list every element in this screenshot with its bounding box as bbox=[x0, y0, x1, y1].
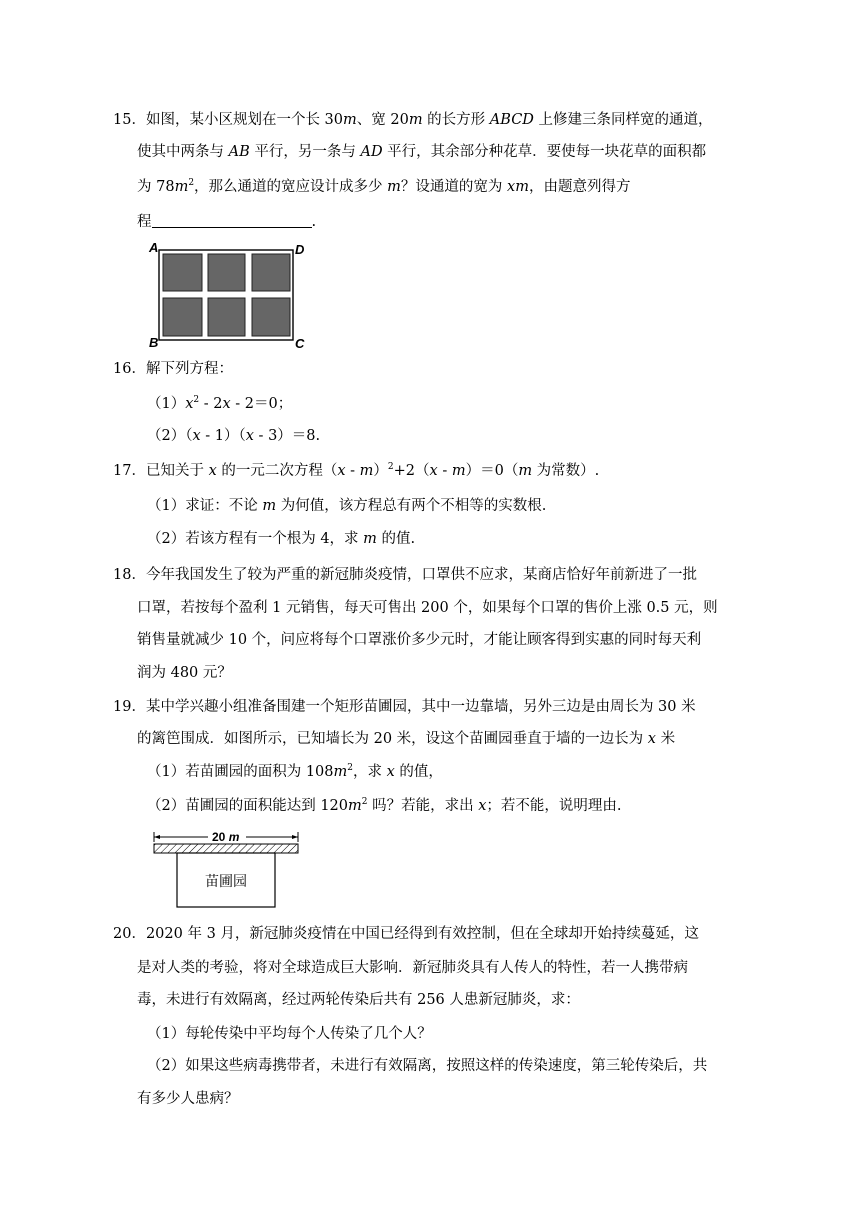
flowerbed bbox=[163, 298, 202, 336]
flowerbed bbox=[208, 254, 245, 291]
q17-number: 17． bbox=[113, 463, 146, 479]
answer-blank[interactable] bbox=[152, 213, 312, 228]
q20-part-2-cont: 有多少人患病？ bbox=[137, 1091, 239, 1107]
q15-rectangle-figure bbox=[147, 240, 307, 350]
q16-number: 16． bbox=[113, 361, 146, 377]
q19-line-2: 的篱笆围成．如图所示，已知墙长为 20 米，设这个苗圃园垂直于墙的一边长为 x 米 bbox=[137, 731, 676, 747]
label-C: C bbox=[295, 336, 305, 350]
wall bbox=[154, 844, 298, 853]
flowerbed bbox=[163, 254, 202, 291]
q20-line-1: 20．2020 年 3 月，新冠肺炎疫情在中国已经得到有效控制，但在全球却开始持续蔓延，这 bbox=[113, 926, 699, 942]
q17-line-1: 17．已知关于 x 的一元二次方程（x - m）$^2$+2（x - m）＝0（m 为常数）. bbox=[113, 462, 600, 479]
q15-line-1: 15．如图，某小区规划在一个长 30m、宽 20m 的长方形 ABCD 上修建三条同样宽的通道， bbox=[113, 112, 713, 128]
q15-line-3: 为 $78m^2$，那么通道的宽应设计成多少 m？设通道的宽为 xm，由题意列得方 bbox=[137, 178, 631, 195]
q18-line-3: 销售量就减少 10 个，问应将每个口罩涨价多少元时，才能让顾客得到实惠的同时每天利 bbox=[137, 632, 702, 648]
q15-line-4: 程 . bbox=[137, 214, 317, 230]
q16-part-2: （2）（x - 1）（x - 3）＝8. bbox=[147, 428, 321, 444]
q19-number: 19． bbox=[113, 699, 146, 715]
q16-title: 16．解下列方程： bbox=[113, 361, 233, 377]
label-B: B bbox=[149, 335, 159, 350]
flowerbed bbox=[252, 298, 290, 336]
q20-part-2: （2）如果这些病毒携带者，未进行有效隔离，按照这样的传染速度，第三轮传染后，共 bbox=[147, 1058, 708, 1074]
q18-line-4: 润为 480 元？ bbox=[137, 665, 232, 681]
q20-line-3: 毒，未进行有效隔离，经过两轮传染后共有 256 人患新冠肺炎，求： bbox=[137, 992, 580, 1008]
flowerbed bbox=[208, 298, 245, 336]
q20-part-1: （1）每轮传染中平均每个人传染了几个人？ bbox=[147, 1026, 432, 1042]
label-D: D bbox=[295, 242, 305, 257]
q17-part-1: （1）求证：不论 m 为何值，该方程总有两个不相等的实数根. bbox=[147, 498, 547, 514]
q20-number: 20． bbox=[113, 926, 146, 942]
q15-line-2: 使其中两条与 AB 平行，另一条与 AD 平行，其余部分种花草．要使每一块花草的面积都 bbox=[137, 144, 707, 160]
q15-number: 15． bbox=[113, 112, 146, 128]
label-A: A bbox=[149, 240, 159, 255]
q20-line-2: 是对人类的考验，将对全球造成巨大影响．新冠肺炎具有人传人的特性，若一人携带病 bbox=[137, 960, 688, 976]
q16-part-1: $(1)x^2 - 2x - 2=0$； bbox=[147, 395, 293, 412]
q18-line-1: 18．今年我国发生了较为严重的新冠肺炎疫情，口罩供不应求，某商店恰好年前新进了一批 bbox=[113, 567, 697, 583]
q19-line-1: 19．某中学兴趣小组准备围建一个矩形苗圃园，其中一边靠墙，另外三边是由周长为 30 米 bbox=[113, 699, 696, 715]
flowerbed bbox=[252, 254, 290, 291]
q18-number: 18． bbox=[113, 567, 146, 583]
q17-part-2: （2）若该方程有一个根为 4，求 m 的值. bbox=[147, 531, 416, 547]
q19-garden-figure bbox=[150, 828, 310, 910]
q19-part-2: （2）苗圃园的面积能达到 $120m^2$ 吗？若能，求出 x；若不能，说明理由. bbox=[147, 797, 622, 814]
q19-part-1: （1）若苗圃园的面积为 $108m^2$，求 x 的值， bbox=[147, 763, 443, 780]
garden-label: 苗圃园 bbox=[205, 874, 247, 890]
wall-length-label: 20 m bbox=[212, 830, 240, 844]
q18-line-2: 口罩，若按每个盈利 1 元销售，每天可售出 200 个，如果每个口罩的售价上涨 0.5 元，则 bbox=[137, 600, 718, 616]
